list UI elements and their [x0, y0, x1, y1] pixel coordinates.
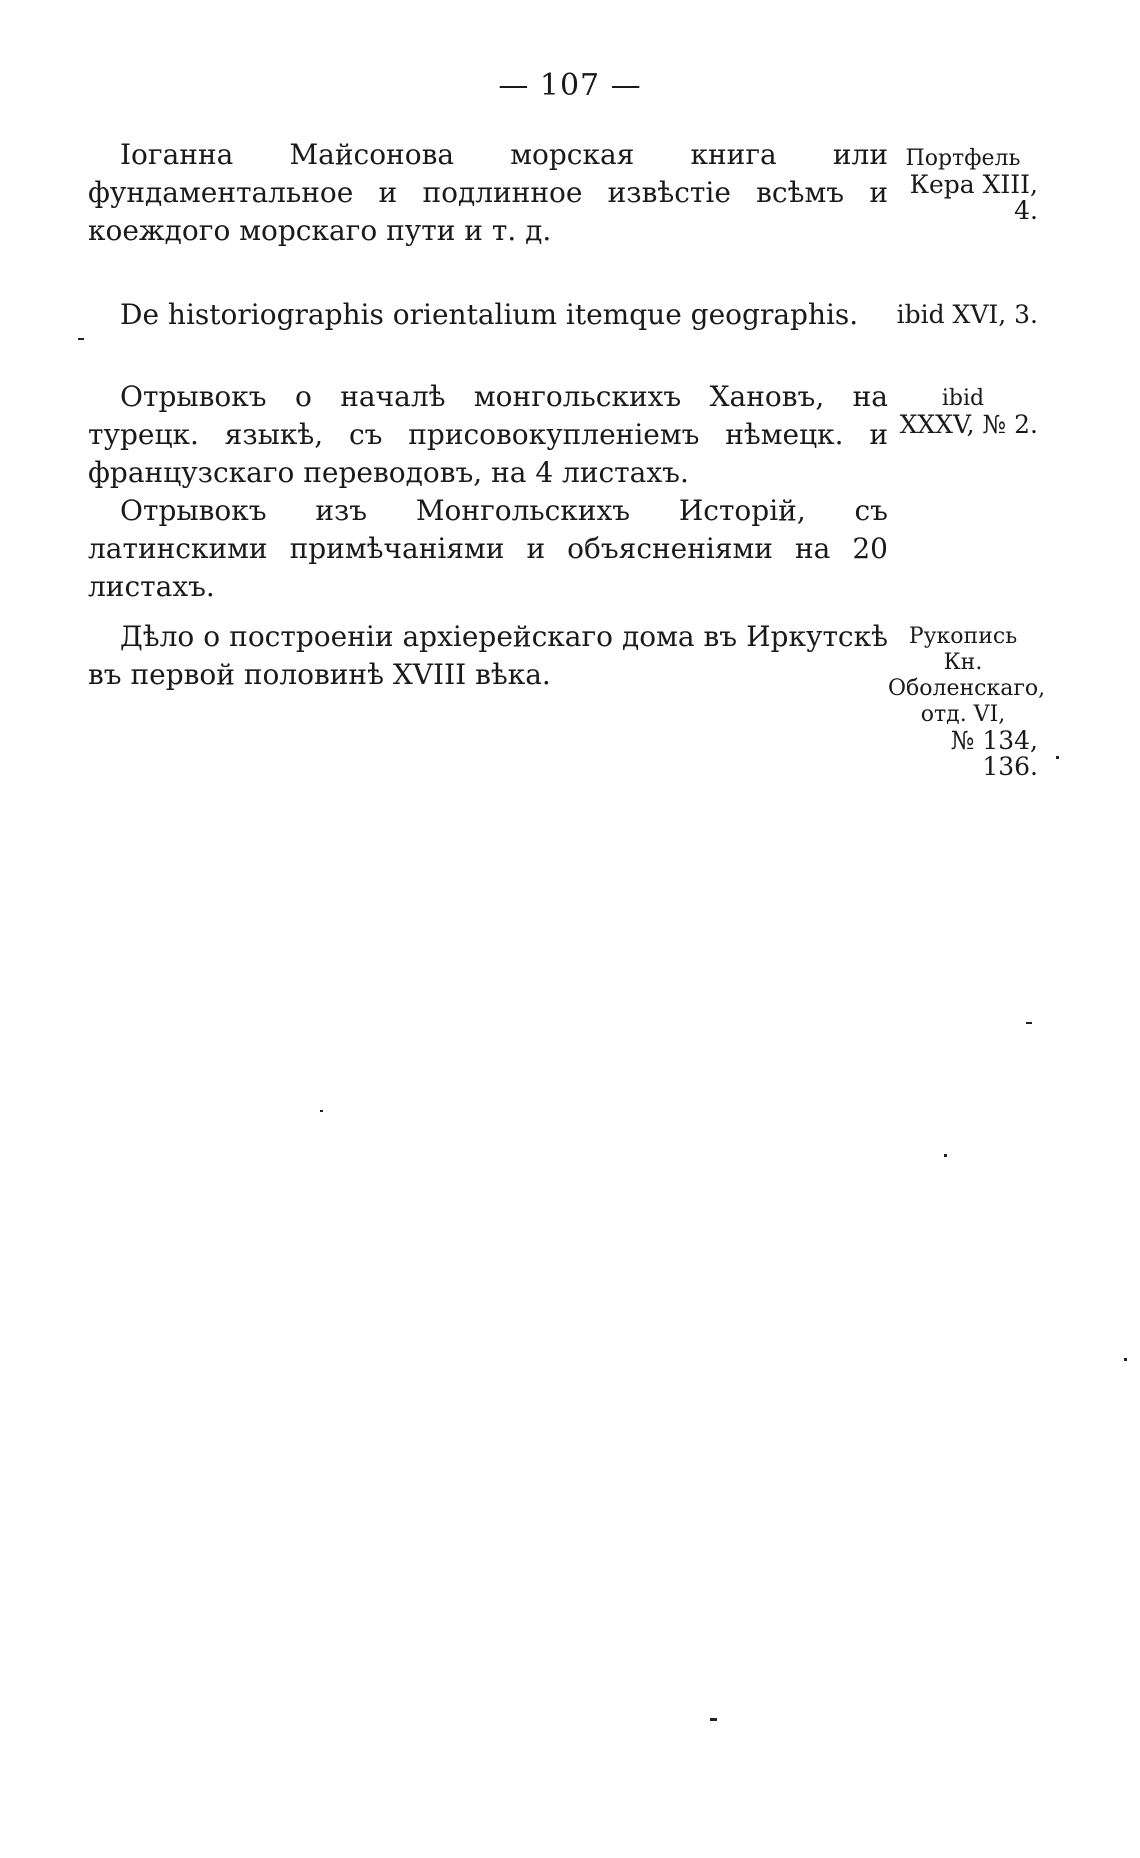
entry-reference [888, 624, 1046, 781]
entry-paragraph: De historiographis orientalium itemque geographis. [120, 298, 859, 331]
reference-line: ibid XVI, 3. [896, 300, 1038, 329]
entry-paragraph: Отрывокъ о началѣ монгольскихъ Хановъ, на турецк. языкѣ, съ присовокупленіемъ нѣмецк. и французскаго переводовъ, на 4 листахъ. [88, 380, 888, 489]
reference-line: XXXV, № 2. [899, 410, 1038, 439]
reference-line: Портфель [905, 146, 1021, 171]
scan-speck [944, 1154, 947, 1157]
entry-text [88, 378, 888, 606]
entry-reference [888, 386, 1038, 438]
reference-line: Кера XIII, 4. [909, 170, 1038, 225]
catalog-entry [88, 136, 888, 250]
entry-reference [888, 302, 1038, 328]
catalog-entry [88, 296, 888, 334]
entry-reference [888, 146, 1038, 224]
entry-text [88, 136, 888, 250]
scan-speck [710, 1718, 717, 1721]
entry-text [88, 618, 888, 694]
catalog-entry [88, 378, 888, 606]
scan-speck [1026, 1022, 1032, 1024]
reference-line: № 134, 136. [950, 726, 1038, 781]
entry-paragraph: Отрывокъ изъ Монгольскихъ Исторій, съ латинскими примѣчаніями и объясненіями на 20 листахъ. [88, 494, 888, 603]
scan-speck [78, 338, 84, 340]
reference-line: отд. VI, [920, 702, 1006, 727]
reference-line: Рукопись Кн. [908, 624, 1018, 675]
scan-speck [1056, 756, 1059, 759]
entry-text [88, 296, 888, 334]
reference-line: ibid [941, 386, 985, 411]
scan-speck [1124, 1358, 1127, 1361]
page-number: — 107 — [498, 68, 642, 103]
entry-paragraph: Іоганна Майсонова морская книга или фундаментальное и подлинное извѣстіе всѣмъ и коеждого морскаго пути и т. д. [88, 138, 888, 247]
scan-speck [320, 1110, 323, 1112]
entry-paragraph: Дѣло о построеніи архіерейскаго дома въ Иркутскѣ въ первой половинѣ XVIII вѣка. [88, 620, 888, 691]
catalog-entry [88, 618, 888, 694]
reference-line: Оболенскаго, [888, 676, 1046, 701]
